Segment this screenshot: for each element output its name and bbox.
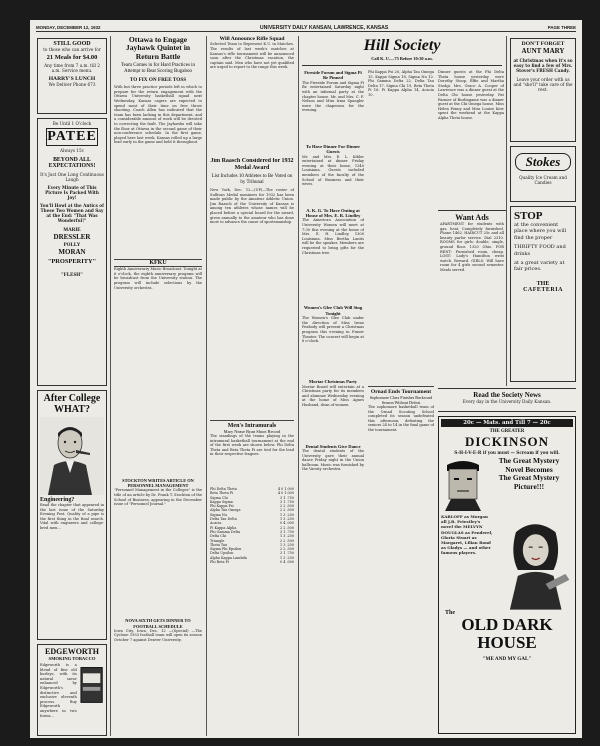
masthead-page: PAGE THREE bbox=[547, 25, 576, 30]
ad-patee-film: "PROSPERITY" bbox=[47, 258, 97, 265]
ad-dickinson-taglines bbox=[485, 457, 573, 511]
column-rule bbox=[110, 36, 111, 736]
ad-aunt-l1: DON'T FORGET bbox=[521, 41, 565, 47]
karloff-face-illustration bbox=[441, 457, 485, 511]
ad-dickinson bbox=[438, 416, 576, 734]
story-intramurals bbox=[210, 420, 294, 734]
story-intramurals-sub: Mary Nease Ryan Shoot Record bbox=[223, 429, 281, 434]
society-c-body: The American Association of University Women will meet at 7:30 this evening at the home of Mrs. E. H. Lindley, 1300 Louisiana. Miss Bertha Lantis will be the speaker. Members are requested to bring gifts for the Christmas tree. bbox=[302, 218, 364, 255]
standings-row: Sigma Chi 3 1 .750 bbox=[210, 495, 294, 500]
story-kfku-body: Eighth Anniversary Music Broadcast. Tonight at 6 o'clock, the eighth anniversary program will be broadcast from the University station. The program will include selections by the University orchestra. bbox=[114, 267, 202, 290]
standings-row: Phi Delta Theta 4 0 1.000 bbox=[210, 487, 294, 491]
ad-cafe-l4: at a great variety at fair prices. bbox=[514, 260, 565, 273]
standings-row: Triangle 2 2 .500 bbox=[210, 538, 294, 543]
ad-patee-tag4: Every Minute of This Picture Is Packed With Joy! bbox=[45, 185, 99, 200]
ad-stokes bbox=[510, 146, 576, 202]
story-raasch bbox=[210, 158, 294, 418]
ad-aunt-l2: AUNT MARY bbox=[521, 47, 565, 55]
man-portrait-illustration bbox=[40, 417, 104, 495]
story-nova-body: Iowa City, Iowa, Dec. 12 —(Special) —The Cyclone 1933 football team will open its season October 7 against Denver University. bbox=[114, 628, 202, 642]
ad-college-headline1: After College bbox=[43, 393, 101, 404]
story-ottawa-title: Ottawa to Engage Jayhawk Quintet in Return Battle bbox=[125, 36, 191, 61]
ad-patee-sub: Always 15c bbox=[60, 148, 84, 153]
ad-after-college bbox=[37, 390, 107, 640]
story-nova-title: NOVA SIXTH GETS DINNER TO FOOTBALL SCHEDULE bbox=[125, 618, 191, 629]
ad-dickinson-top: 20c — Mats. and Till 7 — 20c bbox=[463, 420, 551, 426]
ad-edgeworth-name: EDGEWORTH bbox=[45, 647, 99, 656]
ad-cooks-line2: Any time from 7 a.m. till 2 a.m. Service menu. bbox=[44, 63, 100, 73]
society-header bbox=[302, 36, 502, 66]
ad-patee-extra: "FLESH" bbox=[61, 273, 83, 278]
ornad-title: Ornad Ends Tournament bbox=[368, 386, 434, 395]
ad-cooks-headline: STILL GOOD bbox=[53, 41, 91, 47]
ad-dickinson-tag5: Picture!!! bbox=[513, 481, 545, 491]
society-a-body: The Fireside Forum and Sigma Pi Be entertained Saturday night with an informal party at the chapter house. Mr. and Mrs. C. F. Nelson and Miss Irma Spangler were the chaperons for the evening. bbox=[302, 80, 364, 113]
standings-row: Delta Chi 1 3 .250 bbox=[210, 534, 294, 539]
standings-row: Phi Gamma Delta 3 1 .750 bbox=[210, 529, 294, 534]
masthead bbox=[36, 24, 576, 32]
standings-row: Pi Kappa Alpha 2 2 .500 bbox=[210, 525, 294, 530]
standings-table bbox=[210, 487, 294, 564]
ad-patee-name: PATEE bbox=[47, 129, 97, 144]
ad-college-body: Read the chapter that appeared in the last issue of the Saturday Evening Post. Quality of a pipe is the first thing in the final search. Vital with engineers and college-bred men... bbox=[40, 503, 104, 530]
ad-patee-tag5: You'll Howl at the Antics of These Two Women and Say at the End: "That Was Wonderful!" bbox=[40, 203, 104, 223]
story-raasch-body: New York, Dec. 12—(UP)—The roster of Sullivan Medal nominees for 1932 has been made public by the Amateur Athletic Union. Jim Raasch of the University of Kansas is among ten athletes whose names will be placed before a special board for the award, given annually to the amateur who has done most to advance the cause of sportsmanship. bbox=[210, 188, 294, 225]
standings-row: Acacia 0 4 .000 bbox=[210, 521, 294, 526]
standings-row: Phi Beta Pi 0 4 .000 bbox=[210, 560, 294, 565]
standings-row: Delta Upsilon 3 1 .750 bbox=[210, 551, 294, 556]
standings-row: Beta Theta Pi 4 0 1.000 bbox=[210, 491, 294, 496]
ad-college-headline2: WHAT? bbox=[54, 404, 90, 415]
ad-cafeteria bbox=[510, 206, 576, 382]
ad-patee-star3: POLLY bbox=[63, 243, 81, 248]
ad-patee-tag1: BEYOND ALL bbox=[53, 157, 91, 163]
story-rifle bbox=[210, 36, 294, 154]
ad-edgeworth bbox=[37, 644, 107, 736]
story-kfku-title: KFKU bbox=[114, 259, 202, 267]
want-ads-body: APARTMENT for students with gas, heat, Completely furnished. Phone 1462. HAIRCUT 25c and all beauty parlor service. Dial 2310. ROOMS for girls: double, single, ground floor. 1320 Ohio. FOR RENT: Furnished room, cheap. LOST: Lady's Hamilton wrist watch. Reward. GIRLS: Will have room for 4 girls second semester. Meals served. bbox=[440, 222, 504, 272]
ad-patee bbox=[37, 118, 107, 386]
ad-cooks-line1: to those who can arrive for bbox=[43, 47, 101, 52]
ad-patee-tag2: EXPECTATIONS! bbox=[48, 163, 96, 169]
ad-cooks-phone: We Deliver Phone 673 bbox=[48, 82, 96, 87]
standings-row: Kappa Sigma 3 1 .750 bbox=[210, 499, 294, 504]
ad-patee-star2: DRESSLER bbox=[53, 233, 91, 241]
society-b-body: Mr. and Mrs. E. L. Kibler entertained at dinner Friday evening at their home, 1340 Louisiana. Guests included members of the faculty of the School of Business and their wives. bbox=[302, 154, 364, 187]
story-rifle-body: Selected Team to Represent K.U. in Matches. The results of last week's matches at Kansas's rifle tournament will be announced soon after the Christmas vacation, the captain said. Men who have not yet qualified are urged to report to the range this week. bbox=[210, 42, 294, 70]
story-stockton bbox=[114, 478, 202, 734]
ad-patee-star1: MARIE bbox=[63, 228, 81, 233]
ad-cafe-l6: CAFETERIA bbox=[523, 286, 563, 293]
society-e-title: Mortar Christmas Party bbox=[308, 379, 358, 385]
ad-stokes-tag: Quality Ice Cream and Candies bbox=[519, 175, 567, 185]
society-banner-l1: Read the Society News bbox=[473, 391, 541, 399]
society-f-body: The dental students of the University gave their annual dance Friday night in the Union ballroom. Music was furnished by the Varsity orchestra. bbox=[302, 449, 364, 472]
society-banner-l2: Every day in the University Daily Kansan. bbox=[462, 399, 552, 404]
society-c-title: A. K. G. To Have Outing at House of Mrs. E. R. Lindley bbox=[305, 207, 361, 219]
ad-edgeworth-tag: SMOKING TOBACCO bbox=[48, 656, 96, 661]
story-ottawa-deck: Team Comes in for Hard Practices in Attempt to Beat Scoring Bugaboo bbox=[120, 63, 196, 75]
society-title: Hill Society bbox=[363, 37, 441, 54]
ad-dickinson-tag3: Novel Becomes bbox=[505, 464, 553, 474]
story-stockton-body: "Personnel Management in the Colleges" is the title of an article by Dr. Frank T. Stockton of the School of Business, appearing in the December issue of "Personnel Journal." bbox=[114, 488, 202, 507]
ad-dickinson-tag2: The Great Mystery bbox=[498, 456, 560, 465]
story-ottawa-body: With but three practice periods left in which to prepare for the return engagement with the Ottawa University basketball squad next Wednesday, Kansas cagers are expected to spend most of their time on free throw shooting. Coach Allen has indicated that the team has been lacking in this department, and a considerable amount of work will be devoted to correcting the fault. The Jayhawks will take the floor at Ottawa in the second game of their non-conference schedule. In the first game, played here last week, Kansas rolled up a large lead early in the game and held it throughout. bbox=[114, 85, 202, 145]
want-ads bbox=[438, 210, 506, 382]
ad-aunt-mary bbox=[510, 38, 576, 142]
ad-dickinson-film3: HOUSE bbox=[477, 633, 537, 652]
tobacco-tin-icon bbox=[79, 663, 104, 705]
column-rule bbox=[206, 36, 207, 736]
ornad-sub: Sophomore Class Finishes Backward Season Without Defeat bbox=[369, 395, 433, 405]
masthead-date: MONDAY, DECEMBER 12, 1932 bbox=[36, 25, 101, 30]
society-f-title: Dental Students Give Dance bbox=[305, 443, 361, 449]
standings-row: Sigma Nu 1 3 .250 bbox=[210, 512, 294, 517]
ad-cafe-l3: THRIFTY FOOD and drinks bbox=[514, 244, 566, 257]
society-d-title: Women's Glee Club Will Sing Tonight bbox=[303, 305, 363, 316]
ad-cooks-offer: 21 Meals for $4.00 bbox=[46, 54, 98, 61]
society-subtitle: Call K. U.—75 Before 10:30 a.m. bbox=[371, 56, 433, 61]
woman-portrait-illustration bbox=[496, 514, 573, 610]
society-a-title: Fireside Forum and Sigma Pi Be Pinned bbox=[304, 70, 362, 81]
ad-stokes-name: Stokes bbox=[515, 153, 571, 171]
ad-college-sub: Engineering? bbox=[40, 497, 75, 503]
society-results-body: Phi Kappa Psi 20, Alpha Tau Omega 15. Kappa Sigma 18, Sigma Nu 12. Phi Gamma Delta 22, Delta Tau Delta 17. Sigma Chi 19, Beta Theta Pi 16. Pi Kappa Alpha 14, Acacia 10. bbox=[368, 70, 434, 97]
story-ottawa bbox=[114, 36, 202, 476]
standings-row: Theta Tau 1 3 .250 bbox=[210, 542, 294, 547]
ad-dickinson-the: THE GREATER bbox=[489, 429, 525, 434]
ad-dickinson-extra: "ME AND MY GAL" bbox=[482, 656, 532, 662]
story-raasch-title: Jim Raasch Considered for 1932 Medal Award bbox=[210, 158, 294, 171]
standings-row: Delta Tau Delta 1 3 .250 bbox=[210, 517, 294, 522]
ad-cafe-l5: THE bbox=[536, 280, 550, 287]
column-rule bbox=[298, 36, 299, 736]
society-e-body: Mortar Board will entertain at a Christmas party for its members and alumnae Wednesday evening at the home of Miss Agnes Husband, dean of women. bbox=[302, 384, 364, 408]
society-b-title: To Have Dinner For Dinner Guests bbox=[305, 143, 361, 155]
ad-patee-tag3: It's Just One Long Continuous Laugh bbox=[40, 172, 104, 182]
ad-cooks-shop: HARRY'S LUNCH bbox=[48, 76, 96, 82]
society-column-b bbox=[368, 70, 434, 734]
society-news-banner bbox=[438, 388, 576, 412]
society-column-a bbox=[302, 70, 364, 734]
ad-dickinson-cast: KARLOFF as Morgan all J.B. Priestley's novel the MELVYN DOUGLAS as Penderel, Gloria Stuart as Margaret, Lilian Bond as Gladys — and other famous players. bbox=[441, 514, 493, 556]
ad-dickinson-tag1: S-H-I-V-E-R if you must — Scream if you will. bbox=[454, 450, 560, 455]
ad-aunt-l3: at Christmas when it's so easy to find a few of Mrs. Stover's FRESH Candy. bbox=[513, 58, 573, 73]
ad-dickinson-topbar bbox=[441, 419, 573, 427]
society-d-body: The Women's Glee Club under the direction of Miss Irene Peabody will present a Christmas program this evening in Fraser Theater. The concert will begin at 8 o'clock. bbox=[302, 316, 364, 344]
ad-cafe-l2: at the convenient place where you will find the proper bbox=[514, 222, 567, 241]
story-raasch-deck: List Includes 10 Athletes to Be Voted on by Tribunal bbox=[211, 174, 293, 185]
story-rifle-title: Will Announce Rifle Squad bbox=[219, 36, 285, 42]
ad-dickinson-film1: The bbox=[445, 610, 456, 616]
society-right-body: Dinner guests at the Phi Delta Theta house yesterday were Dorothy Stoop, Effie and Martha Stodgi. Mrs. Grace A. Cooper of Lawrence was a dinner guest at the Delta Chi house yesterday. Pat Farmer of Burlingame was a dinner guest at the Chi Omega house. Miss Helen Penny and Miss Louise Kerr spent the weekend at the Kappa Alpha Theta house. bbox=[438, 70, 504, 120]
newspaper-page bbox=[30, 20, 582, 738]
standings-row: Phi Kappa Psi 2 2 .500 bbox=[210, 504, 294, 509]
masthead-title: UNIVERSITY DAILY KANSAN, LAWRENCE, KANSAS bbox=[259, 24, 389, 31]
standings-row: Sigma Phi Epsilon 2 2 .500 bbox=[210, 547, 294, 552]
standings-row: Alpha Tau Omega 2 2 .500 bbox=[210, 508, 294, 513]
story-stockton-title: STOCKTON WRITES ARTICLE ON PERSONNEL MANAGEMENT bbox=[122, 478, 194, 489]
want-ads-title: Want Ads bbox=[455, 213, 489, 222]
ad-dickinson-tag4: The Great Mystery bbox=[498, 473, 560, 483]
ad-dickinson-name: DICKINSON bbox=[464, 434, 550, 449]
ad-dickinson-film2: OLD DARK bbox=[461, 615, 553, 634]
standings-row: Alpha Kappa Lambda 1 3 .250 bbox=[210, 555, 294, 560]
ad-aunt-l4: Leave your order with us and "she'll" take care of the rest. bbox=[513, 77, 573, 92]
ad-patee-star4: MORAN bbox=[58, 248, 86, 256]
ad-patee-top: Be Until 1 O'clock bbox=[52, 121, 92, 126]
story-intramurals-title: Men's Intramurals bbox=[210, 420, 294, 429]
column-rule bbox=[506, 36, 507, 386]
ornad-body: The sophomore basketball team of the Ornad Scouting School completed its season undefeated this afternoon, defeating the seniors 24 to 14 in the final game of the tournament. bbox=[368, 405, 434, 432]
story-ottawa-sub: TO FIX ON FREE TOSS bbox=[129, 77, 187, 84]
ad-cooks bbox=[37, 38, 107, 114]
story-intramurals-body: The standings of the teams playing in the intramural basketball tournament at the end of the first week are shown below. Phi Delta Theta and Beta Theta Pi are tied for the lead in their respective leagues. bbox=[210, 434, 294, 457]
ad-edgeworth-body: Edgeworth is a blend of fine old burleys, with its natural savor enhanced by Edgeworth's distinctive and exclusive eleventh process. Buy Edgeworth anywhere in two forms... bbox=[40, 663, 77, 718]
ad-cafe-stop: STOP bbox=[514, 210, 543, 222]
